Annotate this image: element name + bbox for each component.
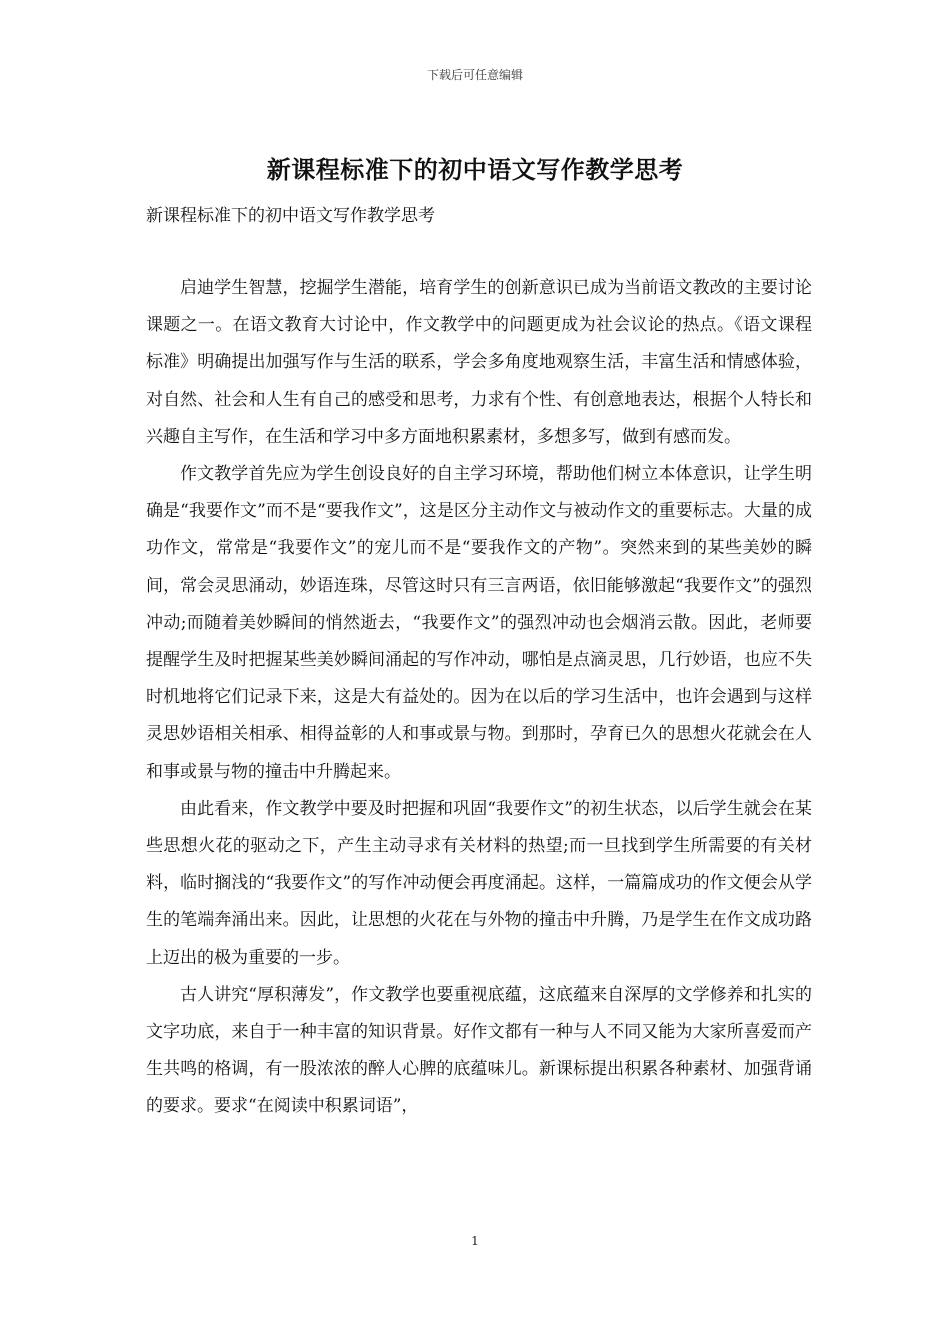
document-subtitle: 新课程标准下的初中语文写作教学思考 (146, 206, 435, 226)
page-number: 1 (471, 1234, 479, 1248)
paragraph: 由此看来，作文教学中要及时把握和巩固“我要作文”的初生状态，以后学生就会在某些思想火花的驱动之下，产生主动寻求有关材料的热望;而一旦找到学生所需要的有关材料，临时搁浅的“我要作文”的写作冲动便会再度涌起。这样，一篇篇成功的作文便会从学生的笔端奔涌出来。因此，让思想的火花在与外物的撞击中升腾，乃是学生在作文成功路上迈出的极为重要的一步。 (146, 798, 812, 968)
header-note: 下载后可任意编辑 (426, 68, 523, 82)
paragraph: 古人讲究“厚积薄发”，作文教学也要重视底蕴，这底蕴来自深厚的文学修养和扎实的文字功底，来自于一种丰富的知识背景。好作文都有一种与人不同又能为大家所喜爱而产生共鸣的格调，有一股浓浓的醉人心脾的底蕴味儿。新课标提出积累各种素材、加强背诵的要求。要求“在阅读中积累词语”， (146, 984, 812, 1117)
paragraph: 启迪学生智慧，挖掘学生潜能，培育学生的创新意识已成为当前语文教改的主要讨论课题之一。在语文教育大讨论中，作文教学中的问题更成为社会议论的热点。《语文课程标准》明确提出加强写作与生活的联系，学会多角度地观察生活，丰富生活和情感体验，对自然、社会和人生有自己的感受和思考，力求有个性、有创意地表达，根据个人特长和兴趣自主写作，在生活和学习中多方面地积累素材，多想多写，做到有感而发。 (146, 278, 812, 447)
document-title: 新课程标准下的初中语文写作教学思考 (266, 155, 684, 184)
document-body (146, 270, 812, 1126)
paragraph: 作文教学首先应为学生创设良好的自主学习环境，帮助他们树立本体意识，让学生明确是“我要作文”而不是“要我作文”，这是区分主动作文与被动作文的重要标志。大量的成功作文，常常是“我要作文”的宠儿而不是“要我作文的产物”。突然来到的某些美妙的瞬间，常会灵思涌动，妙语连珠，尽管这时只有三言两语，依旧能够激起“我要作文”的强烈冲动;而随着美妙瞬间的悄然逝去，“我要作文”的强烈冲动也会烟消云散。因此，老师要提醒学生及时把握某些美妙瞬间涌起的写作冲动，哪怕是点滴灵思，几行妙语，也应不失时机地将它们记录下来，这是大有益处的。因为在以后的学习生活中，也许会遇到与这样灵思妙语相关相承、相得益彰的人和事或景与物。到那时，孕育已久的思想火花就会在人和事或景与物的撞击中升腾起来。 (146, 464, 812, 782)
